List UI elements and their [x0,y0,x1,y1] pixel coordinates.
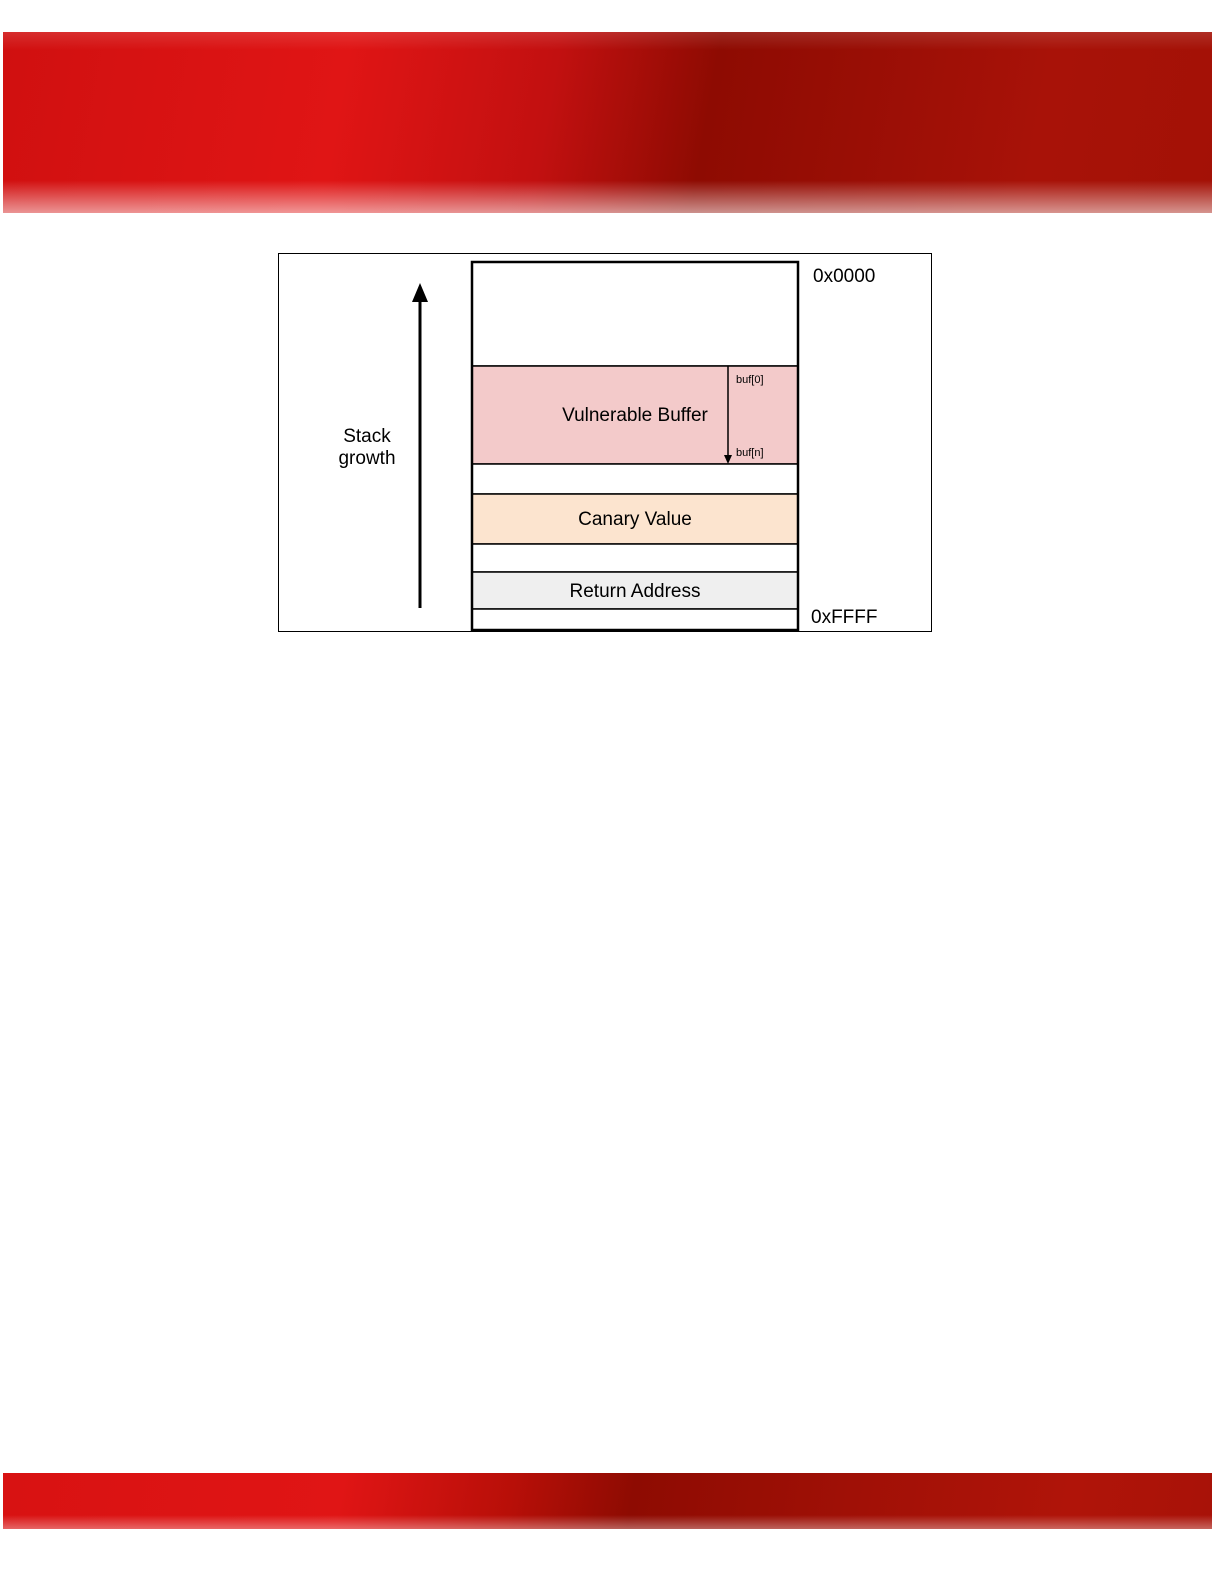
address-top-label: 0x0000 [813,266,876,287]
canary-value-label: Canary Value [578,509,692,530]
stack-growth-label-line-1: Stack [343,426,391,447]
header-banner [3,32,1212,213]
stack-cell-empty-bottom [472,609,798,630]
stack-diagram [278,253,932,632]
return-address-label: Return Address [569,581,701,602]
buffer-start-label: buf[0] [736,374,764,386]
stack-diagram-svg [279,254,933,633]
stack-growth-arrow [412,283,428,608]
stack-cell-gap-2 [472,544,798,572]
buffer-end-label: buf[n] [736,447,764,459]
stack-growth-label-line-2: growth [338,448,396,469]
stack-column [472,262,798,630]
stack-cell-empty-top [472,262,798,366]
vulnerable-buffer-label: Vulnerable Buffer [562,405,708,426]
stack-cell-gap-1 [472,464,798,494]
footer-banner [3,1473,1212,1529]
address-bottom-label: 0xFFFF [811,607,878,628]
